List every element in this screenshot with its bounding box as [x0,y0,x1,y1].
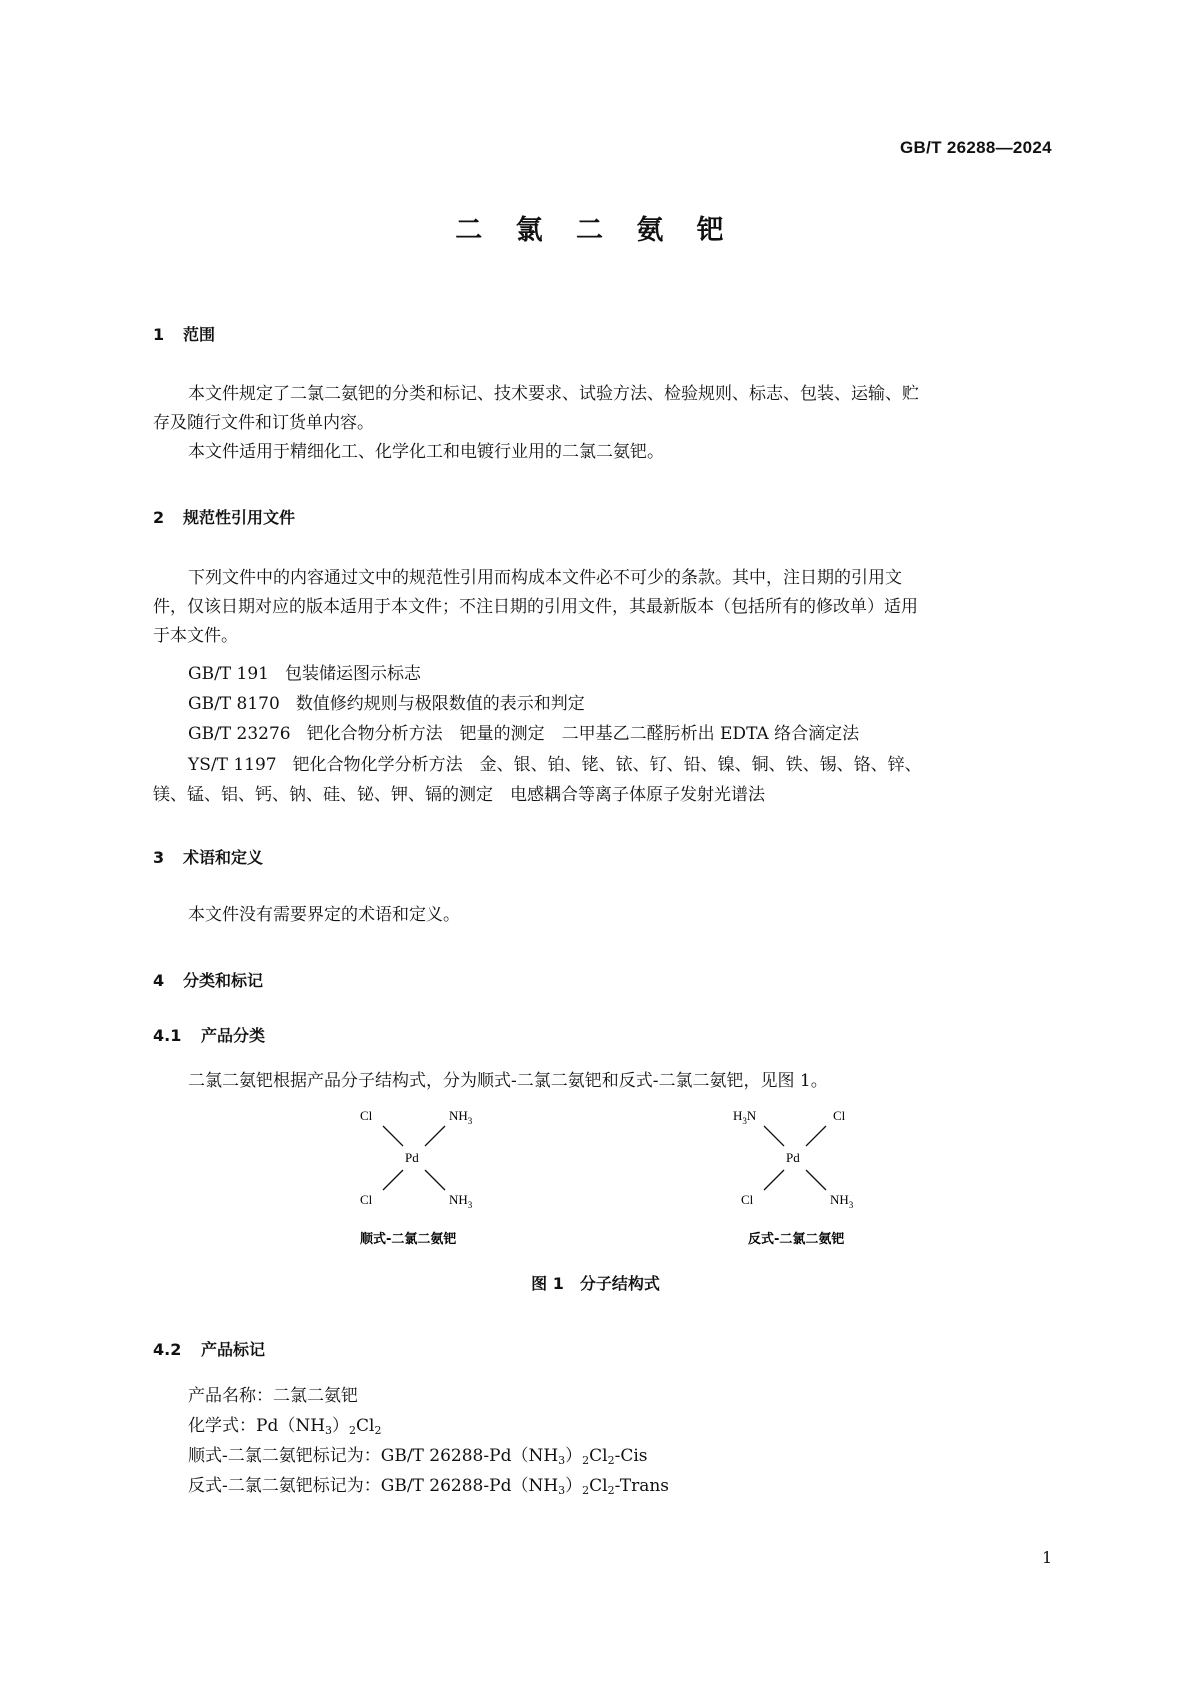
trans-marking-line [188,1471,669,1497]
trans-structure [733,1108,854,1247]
document-title: 二 氯 二 氨 钯 [455,215,736,246]
cis-marking-code: GB/T $26288-Pd(NH_3)_2Cl_2$-Cis [380,1446,648,1467]
text-line: 下列文件中的内容通过文中的规范性引用而构成本文件必不可少的条款。其中，注日期的引用文 [188,568,902,588]
section-2-heading [153,505,295,528]
standard-code: GB/T 26288—2024 [900,138,1052,157]
reference-continuation: 镁、锰、铝、钙、钠、硅、铋、钾、镉的测定 电感耦合等离子体原子发射光谱法 [153,785,765,805]
cis-bond-tl [383,1126,403,1146]
trans-marking-code: GB/T $26288-Pd(NH_3)_2Cl_2$-Trans [380,1476,670,1497]
cis-bond-bl [383,1170,403,1190]
section-title: 产品分类 [201,1026,266,1045]
reference-code: GB/T 191 [188,664,269,684]
reference-code: GB/T 8170 [188,694,280,714]
text-line: 本文件适用于精细化工、化学化工和电镀行业用的二氯二氨钯。 [188,442,664,462]
cis-ammine-bottom-right: $NH_3$ [449,1192,473,1210]
section-2-paragraph-1 [153,564,1071,651]
section-1-paragraph-2 [153,438,1071,467]
trans-chlorine-top-right: Cl [833,1108,846,1123]
section-4-heading [153,968,263,991]
section-4-1-paragraph-1 [153,1067,1071,1096]
section-number: 1 [153,325,165,344]
cis-bond-tr [425,1126,445,1146]
chemical-formula-line [188,1411,381,1437]
trans-marking-label: 反式-二氯二氨钯标记为： [188,1476,381,1496]
text-line: 件，仅该日期对应的版本适用于本文件；不注日期的引用文件，其最新版本（包括所有的修改单）适用 [153,597,918,617]
trans-bond-bl [764,1170,784,1190]
cis-chlorine-top-left: Cl [360,1108,373,1123]
figure-1-molecular-structures [0,1100,1191,1260]
reference-title: 包装储运图示标志 [285,664,421,684]
cis-palladium-center: Pd [405,1150,419,1165]
trans-bond-br [806,1170,826,1190]
text-line: 本文件没有需要界定的术语和定义。 [188,905,460,925]
section-number: 2 [153,508,165,527]
cis-structure-label: 顺式-二氯二氨钯 [360,1232,457,1247]
cis-chlorine-bottom-left: Cl [360,1192,373,1207]
section-3-heading [153,845,263,868]
section-title: 分类和标记 [183,971,264,990]
section-4-1-heading [153,1023,265,1046]
trans-ammine-top-left: $H_3N$ [733,1108,757,1126]
formula-label: 化学式： [188,1416,256,1436]
trans-bond-tr [806,1126,826,1146]
section-1-heading [153,322,215,345]
trans-ammine-bottom-right: $NH_3$ [830,1192,854,1210]
cis-marking-label: 顺式-二氯二氨钯标记为： [188,1446,381,1466]
section-title: 术语和定义 [183,848,264,867]
cis-structure [360,1108,473,1247]
section-title: 产品标记 [201,1340,266,1359]
reference-item [188,659,421,684]
section-1-paragraph-1 [153,380,1071,438]
reference-code: GB/T 23276 [188,724,291,744]
reference-item [188,750,922,775]
section-number: 3 [153,848,165,867]
section-number: 4.2 [153,1340,182,1359]
trans-chlorine-bottom-left: Cl [741,1192,754,1207]
section-4-2-heading [153,1337,265,1360]
cis-marking-line [188,1441,648,1467]
trans-palladium-center: Pd [786,1150,800,1165]
text-line: 于本文件。 [153,626,238,646]
formula: $Pd(NH_3)_2Cl_2$ [256,1416,382,1437]
reference-item [188,719,859,744]
reference-code: YS/T 1197 [188,755,277,775]
reference-title: 钯化合物化学分析方法 金、银、铂、铑、铱、钌、铅、镍、铜、铁、锡、铬、锌、 [292,755,922,775]
text-line: 二氯二氨钯根据产品分子结构式，分为顺式-二氯二氨钯和反式-二氯二氨钯，见图 1。 [188,1071,828,1091]
reference-title: 数值修约规则与极限数值的表示和判定 [295,694,585,714]
cis-ammine-top-right: $NH_3$ [449,1108,473,1126]
reference-item [188,689,585,714]
section-number: 4.1 [153,1026,182,1045]
reference-title: 钯化合物分析方法 钯量的测定 二甲基乙二醛肟析出 EDTA 络合滴定法 [306,724,860,744]
section-number: 4 [153,971,165,990]
section-3-paragraph-1 [153,901,1071,930]
trans-bond-tl [764,1126,784,1146]
text-line: 存及随行文件和订货单内容。 [153,413,374,433]
text-line: 本文件规定了二氯二氨钯的分类和标记、技术要求、试验方法、检验规则、标志、包装、运输、贮 [188,384,919,404]
figure-caption: 图 1 分子结构式 [531,1274,660,1293]
section-title: 规范性引用文件 [183,508,296,527]
product-name-line: 产品名称：二氯二氨钯 [188,1386,358,1406]
cis-bond-br [425,1170,445,1190]
page-number: 1 [1042,1548,1053,1567]
section-title: 范围 [183,325,216,344]
trans-structure-label: 反式-二氯二氨钯 [748,1232,845,1247]
